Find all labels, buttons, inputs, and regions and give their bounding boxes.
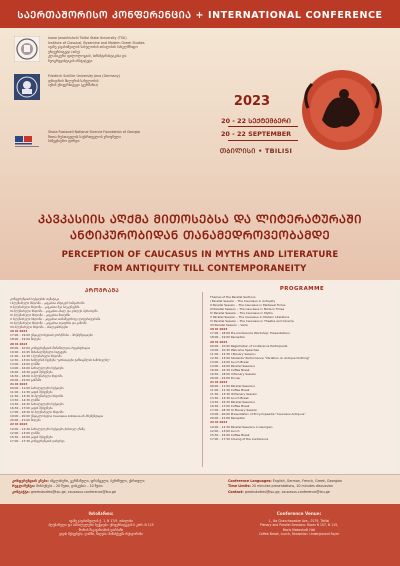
programme-entry: 18:00 – 19:00 Reception <box>210 335 246 340</box>
programme-english <box>210 286 394 441</box>
programme-day-heading: 20 IX 2023 <box>10 341 28 346</box>
programme-heading-ka: ᲞᲠᲝᲒᲠᲐᲛᲐ <box>84 288 120 294</box>
programme-entry: 13:30 – 14:30 ლანჩი <box>10 398 40 403</box>
programme-entry: კონფერენციის სექციების თემატიკა <box>10 297 60 301</box>
programme-entry: 13:00 – 14:00 ლანჩი <box>10 361 40 366</box>
programme-day-heading: 21 IX 2023 <box>210 379 228 384</box>
programme-entry: 20:00 – 22:00 ვახშამი <box>10 377 42 382</box>
programme-entry: III Parallel Session – The Caucasus in Modern Times <box>210 307 285 312</box>
programme-entry: 17:00 – 17:30 კონფერენციის დახურვა <box>10 438 65 443</box>
programme-entry: 11:30 – 13:30 III პლენარული სხდომა <box>10 394 64 399</box>
programme-entry: Themes of the Parallel Sections <box>210 295 256 299</box>
programme-georgian <box>10 286 194 443</box>
programme-entry: 17:00 – 18:30 IV პლენარული სხდომა <box>10 410 64 415</box>
organizer-jena <box>14 74 218 100</box>
programme-entry: 12:00 – 13:00 Lunch <box>210 428 240 433</box>
programme-day-heading: 19 IX 2023 <box>210 327 228 332</box>
venue-en: Conference Venue: 1, Ilia Chavchavadze Ave., 0179, Tbilisi Plenary and Parallel Sessions: Room N 107, N 115, Moris Makashvili Hall Coffee Break, Lunch, Reception: Underground Foyer <box>258 511 340 537</box>
programme-entry: 12:00 – 13:00 ლანჩი <box>10 430 40 435</box>
programme-entry: 10:00 – 12:30 Parallel Sessions in Georgian <box>210 424 273 429</box>
programme-entry: IV Parallel Session – The Caucasus in Myths <box>210 311 273 316</box>
event-year: 2023 <box>233 94 271 109</box>
programme-day-heading: 20 IX 2023 <box>210 339 228 344</box>
info-ka: კონფერენციის ენები: ინგლისური, გერმანული, ფრანგული, ბერძნული, ქართული რეგლამენტი: მოხსენება – 20 წუთი, დისკუსია – 10 წუთი კონტაქტი: greekstudies@tsu.ge, caucasus.conference@tsu.ge <box>12 479 145 494</box>
programme-entry: 09:00 – 10:00 კონფერენციის მონაწილეთა რეგისტრაცია <box>10 345 91 350</box>
programme-entry: 20:00 – 21:00 მიღება <box>10 418 41 423</box>
programme-entry: 18:00 – 19:00 მიღება <box>10 337 41 342</box>
programme-entry: 13:30 – 14:30 Lunch Break <box>210 396 249 401</box>
programme-entry: 19:00 – 20:00 Presentation of Encyclopaedia "Caucasus Antiquus" <box>210 412 306 417</box>
programme-entry: 11:30 – 13:30 III Plenary Session <box>210 392 258 397</box>
programme-entry: VI პლენარული სხდომა – კავკასია თეატრსა და კინოში <box>10 321 87 326</box>
event-city: ᲗᲑᲘᲚᲘᲡᲘ • TBILISI <box>219 147 293 155</box>
programme-heading-en: PROGRAMME <box>279 286 325 292</box>
banner-title: ᲡᲐᲔᲠᲗᲐᲨᲝᲠᲘᲡᲝ ᲙᲝᲜᲤᲔᲠᲔᲜᲪᲘᲐ + INTERNATIONAL CONFERENCE <box>17 9 383 21</box>
conference-banner <box>0 0 400 28</box>
organizer-rustaveli-text: Shota Rustaveli National Science Foundation of Georgia შოთა რუსთაველის საქართველოს ეროვნული სამეცნიერო ფონდი <box>48 130 140 144</box>
programme-entry: 14:00 – 16:00 პარალელური სექციები <box>10 365 64 370</box>
programme-entry: 16:00 – 16:30 Coffee Break <box>210 367 250 372</box>
programme-entry: V პლენარული სხდომა – კავკასია თანამედროვე ლიტერატურაში <box>10 317 101 322</box>
programme-entry: IV პლენარული სხდომა – კავკასია მითებში <box>10 313 70 318</box>
programme-entry: VII Parallel Session – Varia <box>210 323 248 328</box>
poster-header <box>0 28 400 280</box>
programme-entry: 13:00 – 14:00 Lunch Break <box>210 359 249 364</box>
programme-entry: 12:30 – 13:00 სიმღერის ჩვენება "ვარიაციები ტანსაცმლის სამოსელზე" <box>10 357 110 362</box>
programme-entry: 11:00 – 12:30 I პლენარული სხდომა <box>10 353 62 358</box>
programme-entry: 10:00 – 10:45 მისასალმებელი სიტყვები <box>10 349 67 354</box>
programme-entry: I Parallel Session – The Caucasus in Antiquity <box>210 299 276 304</box>
title-en-line-2: FROM ANTIQUITY TILL CONTEMPORANEITY <box>93 264 307 274</box>
programme-list-en <box>210 295 394 441</box>
info-en: Conference Languages: English, German, French, Greek, Georgian Time Limits: 20 minutes presentations, 10 minutes discussion Contact: greekstudies@tsu.ge, caucasus.conference@tsu.ge <box>228 479 343 494</box>
programme-entry: 16:30 – 18:00 II Plenary Session <box>210 371 257 376</box>
programme-list-ka <box>10 297 194 443</box>
rustaveli-foundation-logo-icon <box>14 130 40 156</box>
contact-email-ka[interactable]: greekstudies@tsu.ge, caucasus.conference@tsu.ge <box>30 489 117 494</box>
programme-entry: 17:00 – 18:30 IV Plenary Session <box>210 408 258 413</box>
organizer-jena-text: Friedrich Schiller University Jena (Germany) ფრიდრიხ შილერის სახელობის იენის უნივერსიტეტი (გერმანია) <box>48 74 121 88</box>
programme-entry: 11:00 – 11:30 Coffee Break <box>210 388 250 393</box>
programme-entry: 15:30 – 16:00 Coffee Break <box>210 432 250 437</box>
date-divider <box>228 126 298 127</box>
title-ka-line-2: ᲐᲜᲢᲘᲙᲣᲠᲝᲑᲘᲓᲐᲜ ᲗᲐᲜᲐᲛᲔᲓᲠᲝᲕᲔᲝᲑᲐᲛᲓᲔ <box>69 228 331 242</box>
programme-entry: VI Parallel Session – The Caucasus in Theatre and Cinema <box>210 319 294 324</box>
programme-entry: 10:00 – 12:30 პარალელური სექციები ქართულ ენაზე <box>10 426 85 431</box>
programme-entry: 20:00 – 22:00 Dinner <box>210 375 241 380</box>
programme-entry: VII პლენარული სხდომა – ახალგაზრდები <box>10 325 69 330</box>
programme-entry: 09:00 – 10:00 Registration of Conference Participants <box>210 343 288 348</box>
programme-entry: 09:00 – 11:00 პარალელური სექციები <box>10 386 64 391</box>
title-ka-line-1: ᲙᲐᲕᲙᲐᲡᲘᲘᲡ ᲐᲦᲥᲛᲐ ᲛᲘᲗᲝᲡᲔᲑᲡᲐ ᲓᲐ ᲚᲘᲢᲔᲠᲐᲢᲣᲠᲐᲨᲘ <box>38 212 362 226</box>
organizer-tsu-text: Ivane Javakhishvili Tbilisi State University (TSU) Institute of Classical, Byzantine and Modern Greek Studies ივანე ჯავახიშვილის სახელობის თბილისის სახელმწიფო უნივერსიტეტი (თსუ) კლასიკური ფილოლოგიის, ბიზანტინისტიკისა და ნეოგრეცისტიკის ინსტიტუტი <box>48 36 145 63</box>
event-dates-en: 20 - 22 SEPTEMBER <box>220 130 291 138</box>
programme-entry: 19:00 – 20:00 ენციკლოპედია Caucasus Antiquus-ის პრეზენტაცია <box>10 414 104 419</box>
jena-seal-icon <box>14 74 40 100</box>
programme-entry: V Parallel Session – The Caucasus in Modern Literature <box>210 315 290 320</box>
programme-day-heading: 19 IX 2023 <box>10 329 28 334</box>
organizer-tsu <box>14 36 218 64</box>
title-en-line-1: PERCEPTION OF CAUCASUS IN MYTHS AND LITERATURE <box>61 250 339 260</box>
event-dates-ka: 20 - 22 ᲡᲔᲥᲢᲔᲛᲑᲔᲠᲘ <box>221 117 291 125</box>
programme-entry: 11:00 – 12:30 I Plenary Session <box>210 351 256 356</box>
programme-entry: II Parallel Session – The Caucasus in Medieval Times <box>210 303 286 308</box>
programme-entry: I პლენარული სხდომა – კავკასია ანტიკურ სამყაროში <box>10 301 85 306</box>
programme-entry: 17:00 – 18:00 Pre-Conference Workshop: Presentations <box>210 331 290 336</box>
programme-entry: 10:00 – 10:45 Welcome Speeches <box>210 347 259 352</box>
contact-email-en[interactable]: greekstudies@tsu.ge, caucasus.conference@tsu.ge <box>244 489 330 494</box>
programme-entry: III პლენარული სხდომა – კავკასია ახალ და უახლეს პერიოდში <box>10 309 98 314</box>
organizer-rustaveli <box>14 130 218 156</box>
venue-footer <box>0 504 400 566</box>
programme-entry: 14:30 – 16:30 Parallel Sessions <box>210 400 255 405</box>
programme-day-heading: 22 IX 2023 <box>10 422 28 427</box>
programme-entry: 14:00 – 16:00 Parallel Sessions <box>210 363 255 368</box>
programme-entry: 12:30 – 13:00 Students' Performance "Variation on Antique Clothing" <box>210 355 310 360</box>
date-divider <box>228 140 298 141</box>
programme-entry: II პლენარული სხდომა – კავკასია შუა საუკუნეებში <box>10 305 80 310</box>
programme-entry: 20:00 – 21:00 Reception <box>210 416 246 421</box>
programme-entry: 14:30 – 16:30 პარალელური სექციები <box>10 402 64 407</box>
greek-vase-illustration-icon <box>300 64 384 154</box>
programme-entry: 16:30 – 17:00 ყავის შესვენება <box>10 406 53 411</box>
programme-entry: 16:30 – 18:00 II პლენარული სხდომა <box>10 373 63 378</box>
programme-entry: 11:00 – 11:30 ყავის შესვენება <box>10 390 53 395</box>
tsu-seal-icon <box>14 36 40 62</box>
column-divider <box>202 292 203 467</box>
programme-section <box>6 282 394 472</box>
programme-entry: 15:30 – 16:00 ყავის შესვენება <box>10 434 53 439</box>
conference-info-bar <box>0 474 400 506</box>
programme-entry: 17:00 – 17:30 Closing of the Conference <box>210 436 269 441</box>
programme-entry: 16:00 – 16:30 ყავის შესვენება <box>10 369 53 374</box>
programme-day-heading: 22 IX 2023 <box>210 420 228 425</box>
programme-entry: 09:00 – 11:00 Parallel Sessions <box>210 384 255 389</box>
programme-entry: 16:30 – 17:00 Coffee Break <box>210 404 250 409</box>
programme-entry: 17:00 – 19:00 ენციკლოპედიის ვორქშოპი – პრეზენტაციები <box>10 333 93 338</box>
programme-day-heading: 21 IX 2023 <box>10 381 28 386</box>
venue-ka: მისამართი: ივანე ჯავახიშვილის ქ. 1, N 17/9, თბილისი პლენარული და პარალელური სექციები: უნივერსიტეტის II კორ. N 115 მორის მაკავარიანის დარბაზი ყავის შესვენება, ლანჩი, მიღება: მიწისქვეშა რესტორანი <box>48 511 154 537</box>
